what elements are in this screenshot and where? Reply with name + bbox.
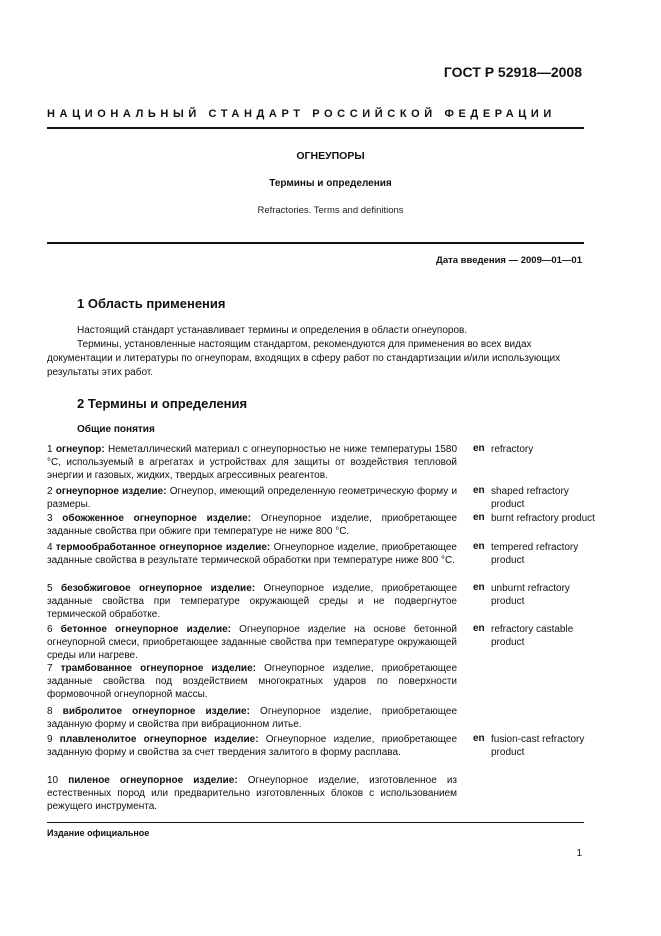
term-number: 10 <box>47 775 59 786</box>
term-name: обожженное огнеупорное изделие: <box>62 513 252 524</box>
term-number: 6 <box>47 624 53 635</box>
term-entry-1 <box>47 443 457 483</box>
section-1-paragraph-2-text: Термины, установленные настоящим стандартом, рекомендуются для применения во всех видах документации и литературы по огнеупорам, входящих в сферу работ по стандартизации и/или использующих результаты этих работ. <box>47 339 561 378</box>
term-definition: Огнеупорное изделие, приобретающее заданную форму и свойства при вибрационном литье. <box>47 706 458 731</box>
term-entry-8 <box>47 705 457 731</box>
section-1-heading: 1 Область применения <box>77 296 226 311</box>
general-concepts-heading: Общие понятия <box>77 424 155 435</box>
en-label: en <box>473 733 485 744</box>
term-english-6: refractory castable product <box>491 624 574 649</box>
en-label: en <box>473 443 485 454</box>
term-entry-7 <box>47 662 457 702</box>
term-english-9: fusion-cast refractory product <box>491 734 585 759</box>
term-definition: Огнеупорное изделие, приобретающее заданные свойства в результате термической обработки при температуре ниже 800 °С. <box>47 542 457 567</box>
term-name: бетонное огнеупорное изделие: <box>60 624 231 635</box>
term-english-5: unburnt refractory product <box>491 583 570 608</box>
top-divider <box>47 127 584 129</box>
en-label: en <box>473 582 485 593</box>
term-number: 1 <box>47 444 53 455</box>
term-definition: Огнеупорное изделие, приобретающее заданные свойства при обжиге при температуре не ниже 800 °С. <box>47 513 458 538</box>
en-label: en <box>473 512 485 523</box>
section-1-paragraph-2 <box>47 338 584 380</box>
term-english-4: tempered refractory product <box>491 542 579 567</box>
term-name: безобжиговое огнеупорное изделие: <box>60 583 256 594</box>
document-number: ГОСТ Р 52918—2008 <box>443 64 582 80</box>
introduction-date: Дата введения — 2009—01—01 <box>436 255 582 266</box>
term-entry-2 <box>47 485 457 511</box>
term-number: 5 <box>47 583 53 594</box>
term-entry-4 <box>47 541 457 567</box>
official-edition-label: Издание официальное <box>47 828 150 838</box>
term-name: огнеупорное изделие: <box>55 486 167 497</box>
en-label: en <box>473 541 485 552</box>
term-name: огнеупор: <box>55 444 105 455</box>
english-title: Refractories. Terms and definitions <box>257 205 404 216</box>
document-title: ОГНЕУПОРЫ <box>296 150 365 162</box>
section-1-paragraph-1-text: Настоящий стандарт устанавливает термины и определения в области огнеупоров. <box>77 325 468 336</box>
term-number: 2 <box>47 486 53 497</box>
term-entry-10 <box>47 774 457 814</box>
term-definition: Огнеупорное изделие на основе бетонной огнеупорной смеси, приобретающее заданные свойства при температуре окружающей среды или нагреве. <box>47 624 457 662</box>
term-english-1: refractory <box>491 444 534 455</box>
term-name: трамбованное огнеупорное изделие: <box>60 663 256 674</box>
term-entry-6 <box>47 623 457 663</box>
term-definition: Огнеупорное изделие, приобретающее заданную форму и свойства за счет твердения залитого в форму расплава. <box>47 734 458 759</box>
term-definition: Огнеупорное изделие, изготовленное из естественных пород или предварительно изготовленных блоков с использованием режущего инструмента. <box>47 775 458 813</box>
term-definition: Огнеупор, имеющий определенную геометрическую форму и размеры. <box>47 486 458 511</box>
en-label: en <box>473 623 485 634</box>
footer-divider <box>47 822 584 823</box>
term-number: 3 <box>47 513 53 524</box>
term-name: термообработанное огнеупорное изделие: <box>55 542 271 553</box>
title-divider <box>47 242 584 244</box>
term-number: 8 <box>47 706 53 717</box>
term-definition: Огнеупорное изделие, приобретающее заданные свойства при температуре окружающей среды и не подвергнутое термической обработке. <box>47 583 458 621</box>
term-number: 9 <box>47 734 53 745</box>
term-entry-3 <box>47 512 457 538</box>
term-entry-9 <box>47 733 457 759</box>
term-entry-5 <box>47 582 457 622</box>
term-name: вибролитое огнеупорное изделие: <box>62 706 250 717</box>
term-name: плавленолитое огнеупорное изделие: <box>59 734 259 745</box>
page-number: 1 <box>576 848 582 859</box>
term-definition: Огнеупорное изделие, приобретающее заданные свойства под воздействием многократных ударов по поверхности формовочной огнеупорной массы. <box>47 663 458 701</box>
document-subtitle: Термины и определения <box>269 178 392 189</box>
term-name: пиленое огнеупорное изделие: <box>68 775 238 786</box>
term-english-2: shaped refractory product <box>491 486 569 511</box>
term-number: 4 <box>47 542 53 553</box>
section-1-paragraph-1 <box>47 324 584 338</box>
term-definition: Неметаллический материал с огнеупорностью не ниже температуры 1580 °С, используемый в агрегатах и устройствах для защиты от воздействия тепловой энергии и газовых, жидких, твердых агрессивных реагентов. <box>47 444 458 482</box>
national-standard-banner: НАЦИОНАЛЬНЫЙ СТАНДАРТ РОССИЙСКОЙ ФЕДЕРАЦИИ <box>47 108 556 120</box>
term-english-3: burnt refractory product <box>491 513 595 524</box>
en-label: en <box>473 485 485 496</box>
section-2-heading: 2 Термины и определения <box>77 396 248 411</box>
term-number: 7 <box>47 663 53 674</box>
